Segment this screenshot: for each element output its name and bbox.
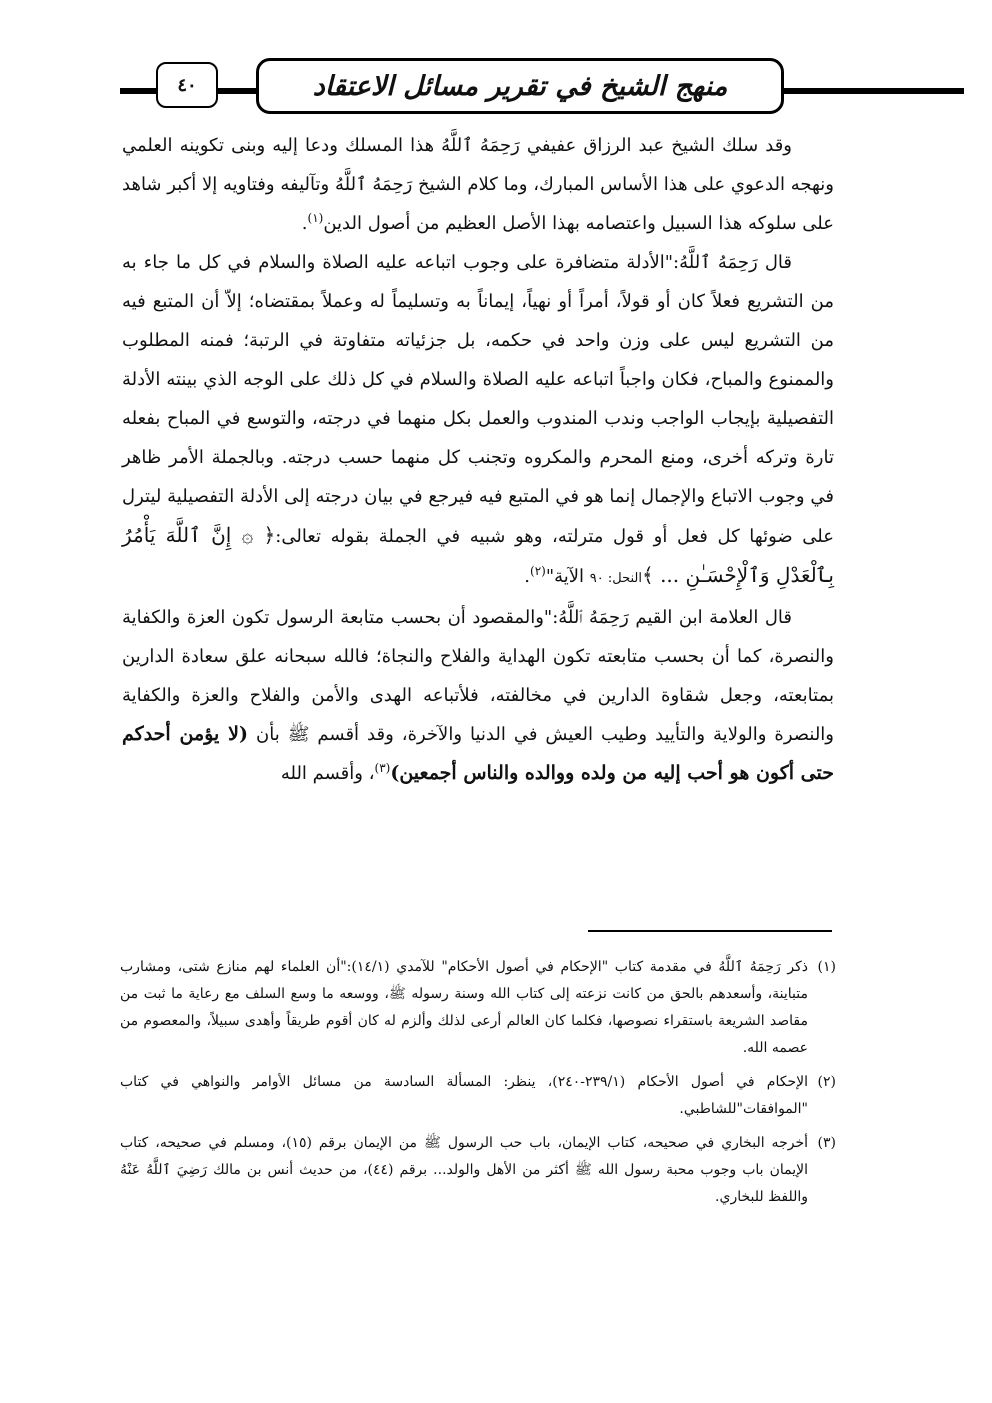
footnote-2: [120, 1069, 836, 1123]
paragraph-3-text: قال العلامة ابن القيم رَحِمَهُ ٱللَّهُ:"والمقصود أن بحسب متابعة الرسول تكون العزة والكفاية والنصرة، كما أن بحسب متابعته تكون الهداية والفلاح والنجاة؛ فالله سبحانه علق سعادة الدارين بمتابعته، وجعل شقاوة الدارين في مخالفته، فلأتباعه الهدى والأمن والفلاح والعزة والكفاية والنصرة والولاية والتأييد وطيب العيش في الدنيا والآخرة، وقد أقسم ﷺ بأن: [122, 607, 834, 745]
quran-verse: ﴿ ۞ إِنَّ ٱللَّهَ يَأْمُرُ بِٱلْعَدْلِ وَٱلْإِحْسَـٰنِ ... ﴾: [122, 523, 834, 587]
header-rule-middle: [217, 88, 257, 94]
paragraph-1: [122, 126, 834, 243]
header-rule-left: [120, 88, 156, 94]
footnotes: [120, 954, 836, 1218]
main-text: [122, 126, 834, 793]
header-rule-right: [784, 88, 964, 94]
hadith-quote: (لا يؤمن أحدكم حتى أكون هو أحب إليه من ولده ووالده والناس أجمعين): [122, 723, 834, 784]
footnote-1: [120, 954, 836, 1062]
footnote-ref-1: (١): [307, 211, 324, 225]
footnote-1-number: (١): [817, 959, 836, 975]
footnote-separator: [588, 930, 832, 932]
footnote-ref-2: (٢): [530, 564, 546, 578]
footnote-ref-3: (٣): [374, 761, 391, 775]
footnote-2-text: الإحكام في أصول الأحكام (٢٣٩/١-٢٤٠)، ينظر: المسألة السادسة من مسائل الأوامر والنواهي في كتاب "الموافقات"للشاطبي.: [120, 1074, 808, 1117]
paragraph-3-end: ، وأقسم الله: [280, 763, 375, 784]
footnote-1-text: ذكر رَحِمَهُ ٱللَّهُ في مقدمة كتاب "الإحكام في أصول الأحكام" للآمدي (١٤/١):"أن العلماء لهم منازع شتى، ومشارب متباينة، وأسعدهم بالحق من كانت نزعته إلى كتاب الله وسنة رسوله ﷺ، ووسعه ما وسع السلف مع رعاية ما ثبت من مقاصد الشريعة باستقراء نصوصها، فكلما كان العالم أرعى لذلك وألزم له كان أقوم طريقاً وأهدى سبيلاً، والمعصوم من عصمه الله.: [120, 959, 809, 1056]
paragraph-2-text: قال رَحِمَهُ ٱللَّهُ:"الأدلة متضافرة على وجوب اتباعه عليه الصلاة والسلام في كل ما جاء به من التشريع فعلاً كان أو قولاً، أمراً أو نهياً، إيماناً به وتسليماً له وعملاً بمقتضاه؛ إلاّ أن المتبع فيه من التشريع ليس على وزن واحد في حكمه، بل جزئياته متفاوتة في الرتبة؛ فمنه المطلوب والممنوع والمباح، فكان واجباً اتباعه عليه الصلاة والسلام في كل ذلك على الوجه الذي بينته الأدلة التفصيلية بإيجاب الواجب وندب المندوب والعمل بكل منهما في درجته، والتوسع في المباح بفعله تارة وتركه أخرى، ومنع المحرم والمكروه وتجنب كل منهما حسب درجته. وبالجملة الأمر ظاهر في وجوب الاتباع والإجمال إنما هو في المتبع فيه فيرجع في بيان درجته إلى الأدلة التفصيلية ليترل على ضوئها كل فعل أو قول مترلته، وهو شبيه في الجملة بقوله تعالى:: [122, 252, 834, 547]
running-title: منهج الشيخ في تقرير مسائل الاعتقاد: [256, 58, 784, 114]
footnote-3-text: أخرجه البخاري في صحيحه، كتاب الإيمان، باب حب الرسول ﷺ من الإيمان برقم (١٥)، ومسلم في صحيحه، كتاب الإيمان باب وجوب محبة رسول الله ﷺ أكثر من الأهل والولد... برقم (٤٤)، من حديث أنس بن مالك رَضِيَ ٱللَّهُ عَنْهُ واللفظ للبخاري.: [120, 1135, 808, 1205]
paragraph-3: [122, 598, 834, 793]
page-number: ٤٠: [156, 62, 218, 108]
quran-verse-ref: النحل: ٩٠: [589, 571, 642, 586]
paragraph-1-text: وقد سلك الشيخ عبد الرزاق عفيفي رَحِمَهُ ٱللَّهُ هذا المسلك ودعا إليه وبنى تكوينه العلمي ونهجه الدعوي على هذا الأساس المبارك، وما كلام الشيخ رَحِمَهُ ٱللَّهُ وتآليفه وفتاويه إلا أكبر شاهد على سلوكه هذا السبيل واعتصامه بهذا الأصل العظيم من أصول الدين: [122, 135, 834, 234]
footnote-3: [120, 1130, 836, 1211]
footnote-2-number: (٢): [817, 1074, 836, 1090]
paragraph-1-end: .: [301, 213, 308, 234]
footnote-3-number: (٣): [817, 1135, 836, 1151]
paragraph-2: [122, 243, 834, 598]
paragraph-2-end: الآية": [545, 566, 590, 587]
paragraph-2-dot: .: [524, 566, 531, 587]
